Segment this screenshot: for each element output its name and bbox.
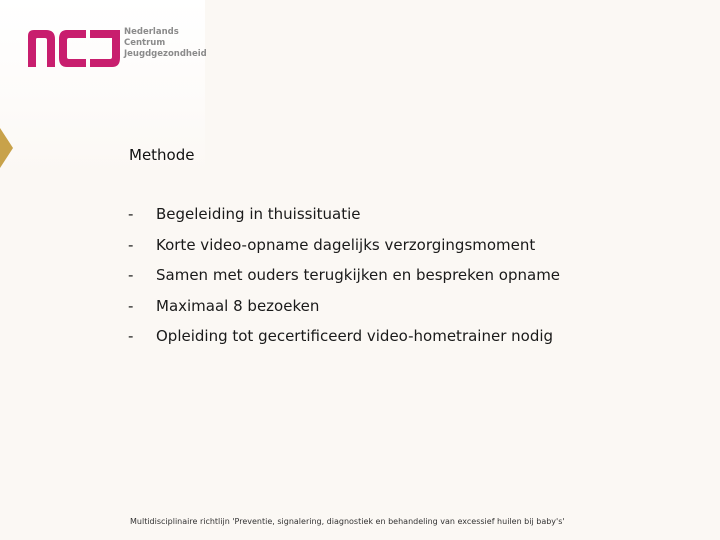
bullet-dash: - [128,205,134,223]
logo-line-1: Nederlands [124,27,179,37]
list-item [128,236,560,267]
list-item [128,327,560,358]
list-item [128,266,560,297]
bullet-dash: - [128,235,134,254]
side-arrow-marker [0,128,13,168]
bullet-dash: - [128,296,134,315]
slide-title: Methode [129,146,195,164]
bullet-dash: - [128,327,134,346]
logo-line-3: Jeugdgezondheid [124,49,207,59]
bullet-dash: - [128,266,134,285]
bullet-text: Maximaal 8 bezoeken [156,296,320,315]
bullet-text: Korte video-opname dagelijks verzorgingsmoment [156,235,536,254]
bullet-text: Opleiding tot gecertificeerd video-hometrainer nodig [156,327,554,346]
list-item [128,297,560,328]
list-item [128,205,560,236]
bullet-list [128,205,560,358]
footer-citation: Multidisciplinaire richtlijn 'Preventie, signalering, diagnostiek en behandeling van excessief huilen bij baby's' [130,517,565,526]
bullet-text: Samen met ouders terugkijken en bespreken opname [156,266,561,285]
logo-line-2: Centrum [124,38,166,48]
bullet-text: Begeleiding in thuissituatie [156,205,361,223]
logo-wordmark [124,27,207,60]
ncj-logo-mark [28,28,120,68]
